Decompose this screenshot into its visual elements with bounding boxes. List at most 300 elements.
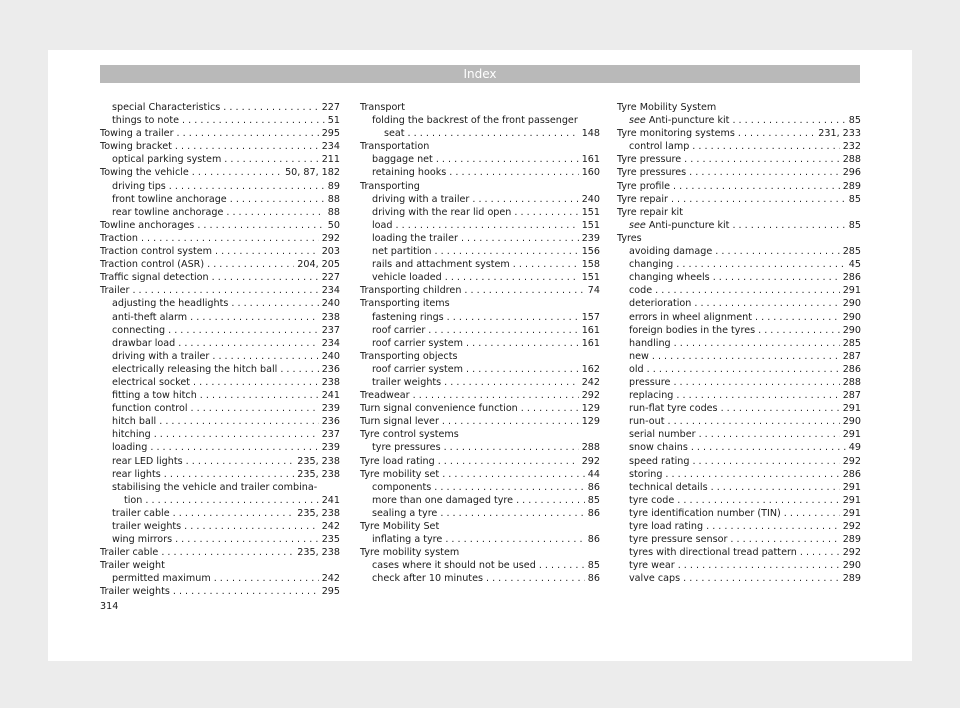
index-heading: Transportation — [360, 141, 430, 153]
index-entry — [100, 140, 340, 153]
index-entry-page: 88 — [327, 193, 340, 205]
index-entry-page: 86 — [587, 507, 600, 519]
index-entry-term: trailer weights — [372, 376, 442, 388]
index-entry-page: 86 — [587, 481, 600, 493]
index-entry-term: Traffic signal detection — [100, 272, 209, 284]
index-entry — [100, 206, 340, 219]
index-column-2 — [360, 101, 600, 585]
index-entry-term: tyre pressures — [372, 442, 441, 454]
index-entry-page: 85 — [587, 560, 600, 572]
index-entry-page: 240 — [321, 298, 340, 310]
dot-leader — [191, 402, 319, 415]
index-entry — [100, 311, 340, 324]
dot-leader — [192, 166, 282, 179]
dot-leader — [184, 520, 319, 533]
index-entry-term: electrical socket — [112, 376, 191, 388]
index-entry-term: Towline anchorages — [100, 219, 195, 231]
dot-leader — [684, 153, 840, 166]
index-entry — [360, 337, 600, 350]
dot-leader — [150, 441, 318, 454]
index-entry — [360, 494, 600, 507]
index-entry-term: see Anti-puncture kit — [629, 115, 730, 127]
dot-leader — [539, 559, 585, 572]
index-entry-term: speed rating — [629, 455, 690, 467]
index-entry-term: tyre pressure sensor — [629, 534, 728, 546]
dot-leader — [671, 193, 846, 206]
index-entry-term: Tyre pressures — [617, 167, 687, 179]
index-entry-term: tyre identification number (TIN) — [629, 507, 781, 519]
index-entry-page: 289 — [842, 180, 861, 192]
index-entry-page: 231, 233 — [818, 128, 861, 140]
dot-leader — [207, 258, 294, 271]
dot-leader — [230, 193, 325, 206]
index-entry-term: roof carrier system — [372, 363, 464, 375]
index-heading: Trailer weight — [100, 560, 165, 572]
index-entry-page: 161 — [581, 324, 600, 336]
index-entry — [617, 193, 861, 206]
index-entry-term: tyre code — [629, 494, 675, 506]
index-entry-page: 292 — [842, 455, 861, 467]
index-entry-page: 50 — [327, 219, 340, 231]
index-entry-page: 291 — [842, 481, 861, 493]
index-entry — [100, 389, 340, 402]
dot-leader — [713, 271, 840, 284]
index-entry-page: 85 — [848, 115, 861, 127]
dot-leader — [755, 311, 840, 324]
index-entry — [617, 520, 861, 533]
index-entry — [617, 350, 861, 363]
index-entry-page: 240 — [321, 350, 340, 362]
index-entry — [100, 533, 340, 546]
dot-leader — [692, 140, 839, 153]
index-entry — [617, 572, 861, 585]
dot-leader — [169, 180, 325, 193]
index-entry — [100, 572, 340, 585]
index-entry — [617, 153, 861, 166]
index-entry-term: changing — [629, 259, 674, 271]
index-entry-term: pressure — [629, 376, 671, 388]
see-reference: see — [629, 115, 649, 127]
index-entry — [100, 428, 340, 441]
index-entry-page: 85 — [848, 219, 861, 231]
index-entry-page: 45 — [848, 259, 861, 271]
index-entry — [360, 507, 600, 520]
index-heading: Tyre control systems — [360, 429, 459, 441]
index-entry-page: 290 — [842, 298, 861, 310]
index-entry — [360, 533, 600, 546]
index-entry-term: tyre wear — [629, 560, 675, 572]
index-entry — [100, 376, 340, 389]
index-entry-page: 290 — [842, 311, 861, 323]
dot-leader — [730, 533, 839, 546]
index-entry-term: code — [629, 285, 653, 297]
index-entry — [100, 441, 340, 454]
dot-leader — [461, 232, 579, 245]
dot-leader — [694, 297, 839, 310]
index-entry-term: sealing a tyre — [372, 507, 438, 519]
index-entry-term: Treadwear — [360, 390, 410, 402]
dot-leader — [466, 363, 579, 376]
dot-leader — [516, 494, 585, 507]
index-entry-term: Traction control system — [100, 246, 212, 258]
dot-leader — [665, 468, 839, 481]
index-entry-term: drawbar load — [112, 337, 176, 349]
index-entry — [617, 559, 861, 572]
index-entry — [360, 572, 600, 585]
dot-leader — [280, 363, 318, 376]
dot-leader — [197, 219, 324, 232]
index-entry-page: 236 — [321, 363, 340, 375]
index-entry — [100, 180, 340, 193]
index-entry-term: check after 10 minutes — [372, 573, 483, 585]
index-entry-page: 234 — [321, 141, 340, 153]
dot-leader — [472, 193, 578, 206]
dot-leader — [514, 206, 578, 219]
index-entry — [360, 441, 600, 454]
index-entry — [617, 468, 861, 481]
dot-leader — [175, 140, 319, 153]
index-entry-term: technical details — [629, 481, 708, 493]
index-entry-term: function control — [112, 403, 188, 415]
index-entry-term: electrically releasing the hitch ball — [112, 363, 278, 375]
dot-leader — [224, 153, 318, 166]
index-heading: Tyres — [617, 232, 642, 244]
index-entry — [617, 441, 861, 454]
index-column-3 — [617, 101, 861, 585]
index-entry — [617, 389, 861, 402]
index-entry-term: seat — [384, 128, 405, 140]
index-entry — [360, 363, 600, 376]
dot-leader — [231, 297, 318, 310]
dot-leader — [464, 284, 584, 297]
index-entry-page: 239 — [321, 442, 340, 454]
index-entry — [617, 166, 861, 179]
index-entry — [617, 219, 861, 232]
dot-leader — [173, 507, 295, 520]
index-entry-page: 236 — [321, 416, 340, 428]
index-entry-term: Turn signal lever — [360, 416, 439, 428]
dot-leader — [715, 245, 839, 258]
index-heading: Transport — [360, 102, 406, 113]
index-entry-page: 290 — [842, 560, 861, 572]
dot-leader — [674, 337, 840, 350]
index-entry — [100, 468, 340, 481]
index-entry-term: loading the trailer — [372, 232, 458, 244]
dot-leader — [159, 415, 318, 428]
index-entry — [617, 324, 861, 337]
index-entry-term: rear lights — [112, 468, 161, 480]
dot-leader — [676, 258, 846, 271]
index-entry-page: 235, 238 — [297, 507, 340, 519]
dot-leader — [676, 389, 839, 402]
index-entry-term: retaining hooks — [372, 167, 447, 179]
index-entry-term: Tyre pressure — [617, 154, 682, 166]
index-entry — [360, 206, 600, 219]
index-entry-page: 241 — [321, 494, 340, 506]
index-entry-page: 86 — [587, 573, 600, 585]
dot-leader — [182, 114, 325, 127]
index-entry-page: 235 — [321, 534, 340, 546]
dot-leader — [444, 376, 579, 389]
index-entry — [100, 297, 340, 310]
index-entry-term: see Anti-puncture kit — [629, 219, 730, 231]
index-heading: folding the backrest of the front passenger — [372, 115, 578, 127]
dot-leader — [699, 428, 840, 441]
index-entry — [617, 455, 861, 468]
dot-leader — [214, 572, 319, 585]
index-heading: Transporting items — [360, 298, 450, 310]
index-entry — [100, 507, 340, 520]
index-entry — [617, 311, 861, 324]
index-entry — [617, 337, 861, 350]
index-entry-term: permitted maximum — [112, 573, 211, 585]
index-entry-page: 290 — [842, 416, 861, 428]
dot-leader — [758, 324, 840, 337]
index-entry-page: 160 — [581, 167, 600, 179]
index-entry-term: cases where it should not be used — [372, 560, 536, 572]
dot-leader — [434, 481, 585, 494]
index-entry-page: 291 — [842, 494, 861, 506]
index-entry-page: 295 — [321, 586, 340, 598]
index-entry-page: 292 — [842, 521, 861, 532]
dot-leader — [177, 127, 319, 140]
index-entry — [617, 245, 861, 258]
index-entry-page: 290 — [842, 324, 861, 336]
index-entry-page: 204, 205 — [297, 259, 340, 271]
dot-leader — [655, 284, 840, 297]
dot-leader — [784, 507, 840, 520]
index-entry-term: valve caps — [629, 573, 681, 585]
index-entry-term: storing — [629, 468, 663, 480]
index-entry — [100, 546, 340, 559]
see-reference: see — [629, 219, 649, 231]
dot-leader — [442, 468, 585, 481]
index-entry-term: deterioration — [629, 298, 692, 310]
index-entry-term: run-flat tyre codes — [629, 403, 718, 415]
index-entry-page: 291 — [842, 285, 861, 297]
dot-leader — [647, 363, 840, 376]
index-entry — [617, 507, 861, 520]
index-entry — [100, 284, 340, 297]
index-entry-term: foreign bodies in the tyres — [629, 324, 756, 336]
dot-leader — [683, 572, 840, 585]
index-entry-page: 161 — [581, 337, 600, 349]
index-entry-page: 295 — [321, 128, 340, 140]
index-entry-page: 86 — [587, 534, 600, 546]
index-entry — [360, 402, 600, 415]
page-number: 314 — [100, 601, 119, 612]
index-entry-term: connecting — [112, 324, 166, 336]
dot-leader — [226, 206, 324, 219]
index-entry-term: Towing bracket — [100, 141, 172, 153]
dot-leader — [215, 245, 319, 258]
index-entry-page: 232 — [842, 141, 861, 153]
index-entry — [100, 219, 340, 232]
index-entry — [100, 585, 340, 598]
index-heading: Tyre Mobility Set — [360, 521, 440, 532]
index-entry-page: 51 — [327, 115, 340, 127]
index-entry-term: hitching — [112, 429, 151, 441]
index-entry-term: hitch ball — [112, 416, 157, 428]
index-entry-term: Turn signal convenience function — [360, 403, 518, 415]
index-entry-term: replacing — [629, 390, 674, 402]
dot-leader — [132, 284, 318, 297]
index-entry-page: 288 — [842, 376, 861, 388]
index-entry-term: Tyre mobility set — [360, 468, 440, 480]
index-entry — [360, 389, 600, 402]
index-entry-page: 203 — [321, 246, 340, 258]
index-entry-term: snow chains — [629, 442, 688, 454]
index-entry-page: 288 — [842, 154, 861, 166]
dot-leader — [652, 350, 840, 363]
index-heading: stabilising the vehicle and trailer combina- — [112, 481, 318, 493]
dot-leader — [445, 271, 579, 284]
dot-leader — [193, 376, 319, 389]
index-entry — [617, 481, 861, 494]
index-entry-term: Trailer — [100, 285, 130, 297]
dot-leader — [513, 258, 579, 271]
dot-leader — [677, 494, 839, 507]
index-entry-term: avoiding damage — [629, 246, 713, 258]
index-entry — [617, 114, 861, 127]
index-entry-page: 151 — [581, 206, 600, 218]
index-entry-page: 237 — [321, 324, 340, 336]
dot-leader — [738, 127, 815, 140]
dot-leader — [444, 441, 579, 454]
index-entry-page: 296 — [842, 167, 861, 179]
index-entry-term: Transporting children — [360, 285, 462, 297]
index-entry — [617, 258, 861, 271]
index-entry-term: Trailer cable — [100, 547, 159, 559]
dot-leader — [438, 455, 579, 468]
index-entry-term: roof carrier — [372, 324, 426, 336]
index-entry-page: 287 — [842, 350, 861, 362]
dot-leader — [732, 114, 845, 127]
index-entry-term: trailer weights — [112, 521, 182, 532]
dot-leader — [428, 324, 578, 337]
index-entry-page: 151 — [581, 272, 600, 284]
index-entry-term: old — [629, 363, 644, 375]
index-entry — [100, 350, 340, 363]
index-entry-page: 158 — [581, 259, 600, 271]
dot-leader — [413, 389, 579, 402]
index-entry-page: 239 — [321, 403, 340, 415]
index-entry — [100, 193, 340, 206]
index-entry — [617, 284, 861, 297]
index-entry-term: roof carrier system — [372, 337, 464, 349]
index-entry-term: rear LED lights — [112, 455, 183, 467]
index-entry — [617, 180, 861, 193]
dot-leader — [692, 455, 839, 468]
index-entry — [100, 153, 340, 166]
index-entry-page: 291 — [842, 403, 861, 415]
index-entry — [617, 297, 861, 310]
index-entry-term: Tyre profile — [617, 180, 671, 192]
dot-leader — [212, 350, 318, 363]
dot-leader — [800, 546, 840, 559]
index-entry — [100, 324, 340, 337]
index-entry-term: adjusting the headlights — [112, 298, 229, 310]
index-entry-page: 89 — [327, 180, 340, 192]
index-entry — [100, 494, 340, 507]
index-entry-page: 292 — [842, 547, 861, 559]
dot-leader — [445, 533, 584, 546]
index-entry — [617, 428, 861, 441]
dot-leader — [732, 219, 845, 232]
index-entry-term: Towing a trailer — [100, 128, 174, 140]
dot-leader — [440, 507, 584, 520]
index-entry — [100, 245, 340, 258]
index-entry-page: 242 — [321, 573, 340, 585]
dot-leader — [521, 402, 579, 415]
dot-leader — [486, 572, 585, 585]
dot-leader — [673, 180, 840, 193]
dot-leader — [673, 376, 839, 389]
index-entry-page: 49 — [848, 442, 861, 454]
index-entry — [360, 271, 600, 284]
index-entry-page: 156 — [581, 246, 600, 258]
index-entry-page: 235, 238 — [297, 455, 340, 467]
index-entry-page: 162 — [581, 363, 600, 375]
index-entry — [360, 258, 600, 271]
index-entry-term: more than one damaged tyre — [372, 494, 514, 506]
index-entry — [360, 481, 600, 494]
index-entry — [360, 284, 600, 297]
index-entry-term: tion — [124, 494, 143, 506]
index-entry-term: driving with a trailer — [112, 350, 210, 362]
index-entry-page: 234 — [321, 285, 340, 297]
index-entry-page: 289 — [842, 573, 861, 585]
index-entry-page: 240 — [581, 193, 600, 205]
dot-leader — [667, 415, 839, 428]
index-entry-page: 292 — [581, 390, 600, 402]
index-entry-page: 151 — [581, 219, 600, 231]
index-entry — [100, 258, 340, 271]
dot-leader — [145, 494, 318, 507]
dot-leader — [689, 166, 840, 179]
index-entry-page: 241 — [321, 390, 340, 402]
index-entry-term: tyre load rating — [629, 521, 704, 532]
dot-leader — [466, 337, 579, 350]
index-entry-page: 85 — [587, 494, 600, 506]
dot-leader — [678, 559, 840, 572]
index-entry-page: 286 — [842, 272, 861, 284]
index-entry-term: tyres with directional tread pattern — [629, 547, 797, 559]
index-entry-page: 238 — [321, 311, 340, 323]
dot-leader — [212, 271, 319, 284]
index-entry-term: rails and attachment system — [372, 259, 510, 271]
dot-leader — [447, 311, 579, 324]
index-entry-term: new — [629, 350, 649, 362]
index-entry-page: 161 — [581, 154, 600, 166]
index-entry — [360, 311, 600, 324]
index-entry-page: 227 — [321, 102, 340, 113]
index-entry-term: baggage net — [372, 154, 433, 166]
index-entry-term: load — [372, 219, 393, 231]
index-entry-page: 74 — [587, 285, 600, 297]
index-entry-term: control lamp — [629, 141, 690, 153]
index-entry — [100, 166, 340, 179]
index-entry-term: front towline anchorage — [112, 193, 227, 205]
dot-leader — [190, 311, 319, 324]
index-entry-page: 239 — [581, 232, 600, 244]
index-entry-page: 287 — [842, 390, 861, 402]
index-entry — [360, 127, 600, 140]
index-entry-term: things to note — [112, 115, 180, 127]
index-entry-page: 129 — [581, 416, 600, 428]
index-entry-term: trailer cable — [112, 507, 170, 519]
index-entry-page: 237 — [321, 429, 340, 441]
